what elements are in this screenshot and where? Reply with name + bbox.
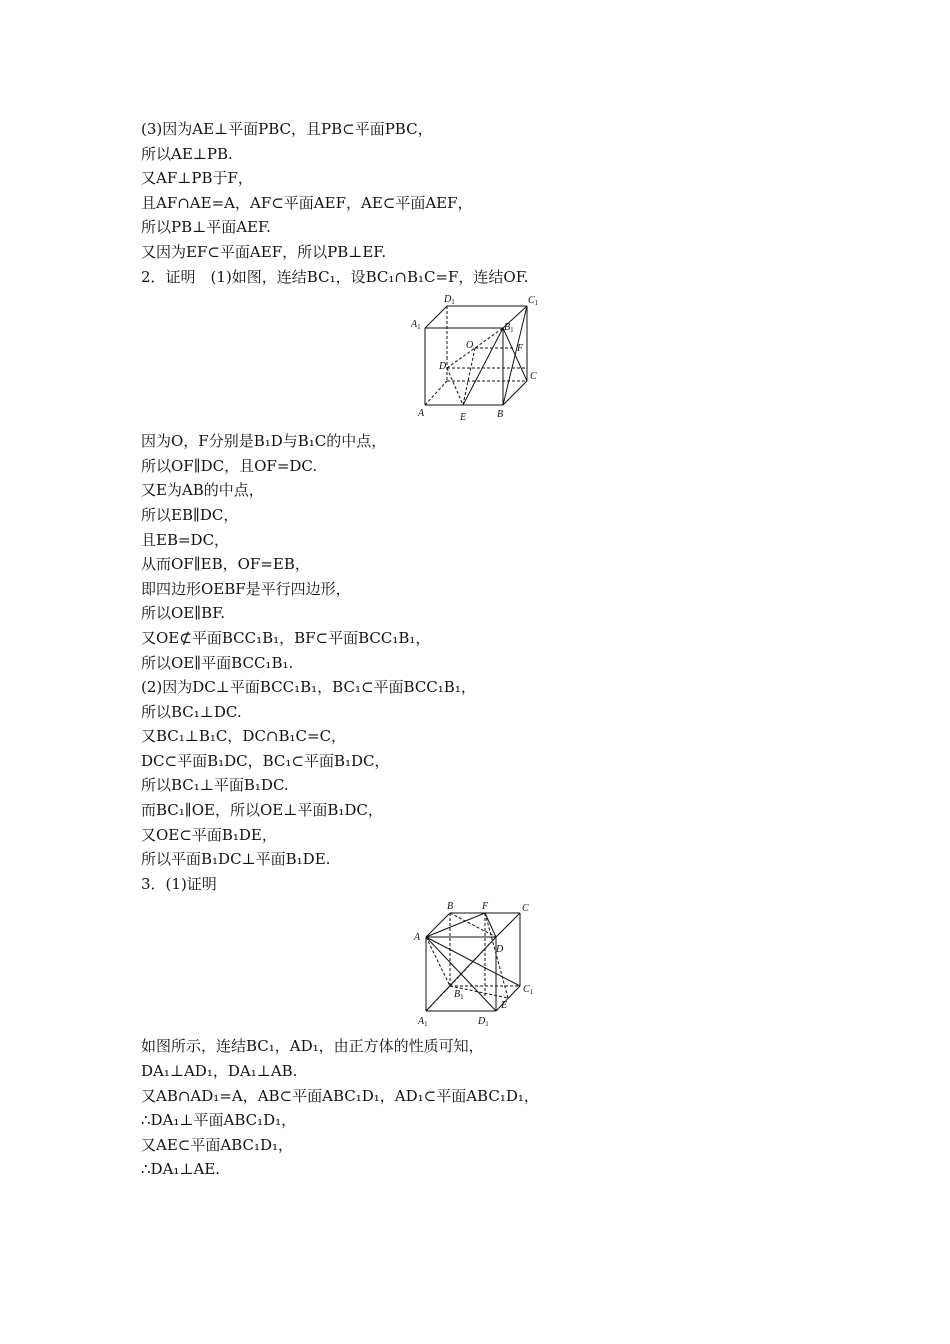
text-line: 所以OE∥平面BCC₁B₁.	[141, 653, 294, 672]
label-A: A	[418, 408, 425, 420]
text-line: 又OE⊄平面BCC₁B₁，BF⊂平面BCC₁B₁，	[141, 628, 431, 647]
text-line: DC⊂平面B₁DC，BC₁⊂平面B₁DC，	[141, 751, 390, 770]
label-D1: $D_1$	[444, 294, 455, 307]
text-line: (3)因为AE⊥平面PBC，且PB⊂平面PBC，	[141, 120, 433, 138]
text-line: 又BC₁⊥B₁C，DC∩B₁C=C，	[141, 727, 347, 746]
label-A1: $A_1$	[418, 1016, 428, 1029]
label-C: C	[522, 903, 529, 915]
text-block-3	[141, 1034, 841, 1182]
label-B: B	[447, 901, 454, 913]
text-line: 又因为EF⊂平面AEF，所以PB⊥EF.	[141, 242, 387, 261]
text-line: 所以OF∥DC，且OF=DC.	[141, 456, 318, 475]
text-line: 所以BC₁⊥DC.	[141, 702, 242, 721]
label-E: E	[501, 1000, 508, 1012]
text-line: ∴DA₁⊥AE.	[141, 1160, 221, 1179]
label-O: O	[466, 340, 474, 352]
text-line: (2)因为DC⊥平面BCC₁B₁，BC₁⊂平面BCC₁B₁，	[141, 678, 476, 697]
text-line: 所以EB∥DC，	[141, 505, 239, 524]
text-line: ∴DA₁⊥平面ABC₁D₁，	[141, 1111, 297, 1130]
text-line: 又AB∩AD₁=A，AB⊂平面ABC₁D₁，AD₁⊂平面ABC₁D₁，	[141, 1086, 539, 1105]
text-block-1	[141, 117, 841, 289]
label-D: D	[496, 944, 504, 956]
label-B: B	[497, 409, 504, 421]
label-D1: $D_1$	[478, 1016, 489, 1029]
text-block-2	[141, 429, 841, 896]
label-C1: $C_1$	[523, 984, 534, 997]
text-line: 所以PB⊥平面AEF.	[141, 218, 271, 237]
text-line: 如图所示，连结BC₁，AD₁，由正方体的性质可知，	[141, 1037, 484, 1056]
text-line: 所以BC₁⊥平面B₁DC.	[141, 776, 289, 795]
cube-figure-1	[141, 293, 841, 427]
label-F: F	[517, 343, 524, 355]
text-line: 3．(1)证明	[141, 874, 217, 893]
text-line: 因为O，F分别是B₁D与B₁C的中点，	[141, 432, 387, 451]
text-line: 从而OF∥EB，OF=EB，	[141, 555, 310, 574]
cube-diagram-2	[141, 900, 841, 1032]
text-line: 即四边形OEBF是平行四边形，	[141, 579, 351, 598]
label-A: A	[414, 932, 421, 944]
text-line: 且EB=DC，	[141, 530, 230, 549]
text-line: 而BC₁∥OE，所以OE⊥平面B₁DC，	[141, 801, 383, 820]
document-page	[141, 117, 841, 1182]
label-A1: $A_1$	[411, 319, 421, 332]
label-F: F	[482, 901, 489, 913]
text-line: 又AF⊥PB于F，	[141, 169, 253, 188]
text-line: 又AE⊂平面ABC₁D₁，	[141, 1135, 294, 1154]
text-line: 又E为AB的中点，	[141, 481, 264, 500]
label-C: C	[530, 371, 537, 383]
label-D: D	[439, 361, 447, 373]
text-line: 且AF∩AE=A，AF⊂平面AEF，AE⊂平面AEF，	[141, 193, 473, 212]
label-E: E	[460, 412, 467, 424]
label-C1: $C_1$	[528, 295, 539, 308]
text-line: DA₁⊥AD₁，DA₁⊥AB.	[141, 1062, 298, 1081]
label-B1: $B_1$	[504, 322, 514, 335]
text-line: 2．证明 (1)如图，连结BC₁，设BC₁∩B₁C=F，连结OF.	[141, 267, 529, 286]
text-line: 所以OE∥BF.	[141, 604, 226, 623]
text-line: 所以AE⊥PB.	[141, 144, 233, 163]
text-line: 所以平面B₁DC⊥平面B₁DE.	[141, 850, 331, 869]
text-line: 又OE⊂平面B₁DE，	[141, 825, 277, 844]
label-B1: $B_1$	[454, 989, 464, 1002]
cube-figure-2	[141, 900, 841, 1032]
cube-diagram-1	[141, 293, 841, 427]
